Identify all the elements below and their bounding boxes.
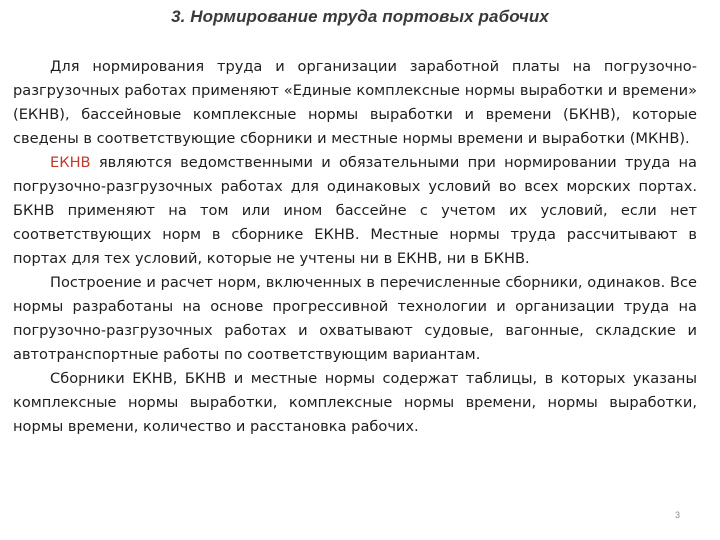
page-number: 3 [674, 510, 680, 520]
paragraph-2 [13, 151, 697, 271]
paragraph-2-text: являются ведомственными и обязательными при нормировании труда на погрузочно-разгрузочных работах для одинаковых условий во всех морских портах. БКНВ применяют на том или ином бассейне с учетом их условий, если нет соответствующих норм в сборнике ЕКНВ. Местные нормы труда рассчитывают в портах для тех условий, которые не учтены ни в ЕКНВ, ни в БКНВ. [13, 154, 697, 267]
paragraph-1: Для нормирования труда и организации заработной платы на погрузочно-разгрузочных работах применяют «Единые комплексные нормы выработки и времени» (ЕКНВ), бассейновые комплексные нормы выработки и времени (БКНВ), которые сведены в соответствующие сборники и местные нормы времени и выработки (МКНВ). [13, 58, 697, 147]
body-text [13, 55, 697, 439]
ekhv-highlight: ЕКНВ [50, 154, 91, 171]
paragraph-4: Сборники ЕКНВ, БКНВ и местные нормы содержат таблицы, в которых указаны комплексные нормы выработки, комплексные нормы времени, нормы выработки, нормы времени, количество и расстановка рабочих. [13, 370, 697, 435]
paragraph-3: Построение и расчет норм, включенных в перечисленные сборники, одинаков. Все нормы разработаны на основе прогрессивной технологии и организации труда на погрузочно-разгрузочных работах и охватывают судовые, вагонные, складские и автотранспортные работы по соответствующим вариантам. [13, 274, 697, 363]
slide-title: 3. Нормирование труда портовых рабочих [171, 7, 549, 26]
